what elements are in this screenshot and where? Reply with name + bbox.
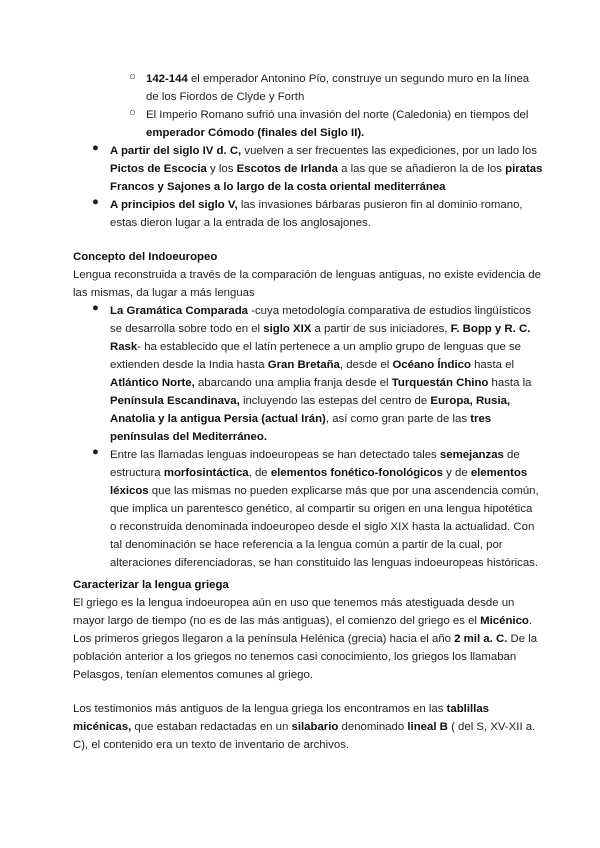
text-line: [73, 594, 514, 612]
bold-run: Océano Índico: [392, 359, 471, 371]
text-line: [110, 518, 534, 536]
text-run: extienden desde la India hasta: [110, 359, 268, 371]
text-line: [146, 106, 528, 124]
text-run: abarcando una amplia franja desde el: [194, 377, 392, 389]
text-line: [110, 392, 510, 410]
text-line: [110, 428, 267, 446]
bullet-dot-icon: ●: [92, 142, 99, 154]
text-line: [146, 124, 364, 142]
bold-run: siglo XIX: [263, 323, 312, 335]
bold-run: micénicas,: [73, 721, 132, 733]
bold-run: La Gramática Comparada: [110, 305, 249, 317]
text-run: tal denominación se hace referencia a la lengua común a partir de la cual, por: [110, 539, 503, 551]
bold-run: lineal B: [407, 721, 448, 733]
bold-run: Península Escandinava,: [110, 395, 240, 407]
text-run: que las mismas no pueden explicarse más que por una ascendencia común,: [148, 485, 539, 497]
bold-run: elementos fonético-fonológicos: [270, 467, 443, 479]
bold-run: F. Bopp y R. C.: [450, 323, 531, 335]
text-run: el emperador Antonino Pío, construye un segundo muro en la línea: [187, 73, 530, 85]
text-line: [146, 70, 529, 88]
text-run: alteraciones diferenciadoras, se han constituido las lenguas indoeuropeas históricas.: [110, 557, 539, 569]
bold-run: 2 mil a. C.: [454, 633, 508, 645]
text-run: - ha establecido que el latín pertenece a un amplio grupo de lenguas que se: [137, 341, 521, 353]
bold-run: 142-144: [146, 73, 188, 85]
bold-run: morfosintáctica: [163, 467, 249, 479]
text-run: C), el contenido era un texto de inventario de archivos.: [73, 739, 350, 751]
text-run: se desarrolla sobre todo en el: [110, 323, 264, 335]
text-line: [110, 142, 537, 160]
text-line: [110, 464, 527, 482]
text-line: [110, 410, 491, 428]
section-heading: Concepto del Indoeuropeo: [73, 251, 218, 263]
text-run: ( del S, XV-XII a.: [447, 721, 536, 733]
text-run: y los: [206, 163, 237, 175]
text-run: que implica un parentesco genético, al compartir su origen en una lengua hipotética: [110, 503, 533, 515]
text-line: [73, 700, 489, 718]
bold-run: Gran Bretaña: [267, 359, 340, 371]
text-run: hasta el: [470, 359, 514, 371]
bold-run: tres: [470, 413, 492, 425]
text-line: [73, 284, 255, 302]
text-run: estructura: [110, 467, 164, 479]
circle-bullet-icon: ○: [129, 71, 136, 83]
text-run: Lengua reconstruida a través de la comparación de lenguas antiguas, no existe evidencia de: [73, 269, 541, 281]
text-run: .: [528, 615, 533, 627]
bold-run: léxicos: [110, 485, 149, 497]
text-line: [73, 736, 349, 754]
text-line: [110, 482, 539, 500]
text-line: [73, 630, 537, 648]
text-run: de: [503, 449, 520, 461]
text-line: [110, 160, 542, 178]
text-run: vuelven a ser frecuentes las expediciones, por un lado los: [241, 145, 537, 157]
text-line: [110, 196, 523, 214]
bold-run: A partir del siglo IV d. C,: [110, 145, 242, 157]
text-line: [110, 178, 446, 196]
text-line: [73, 648, 516, 666]
text-run: o reconstruida denominada indoeuropeo desde el siglo XIX hasta la actualidad. Con: [110, 521, 535, 533]
text-run: a partir de sus iniciadores,: [311, 323, 451, 335]
circle-bullet-icon: ○: [129, 107, 136, 119]
text-line: [110, 302, 531, 320]
text-run: , así como gran parte de las: [325, 413, 471, 425]
bullet-dot-icon: ●: [92, 446, 99, 458]
bold-run: Turquestán Chino: [391, 377, 489, 389]
text-run: Los primeros griegos llegaron a la península Helénica (grecia) hacia el año: [73, 633, 455, 645]
bold-run: Anatolia y la antigua Persia (actual Irán): [110, 413, 326, 425]
text-run: y de: [442, 467, 471, 479]
text-line: [110, 338, 521, 356]
text-run: estas dieron lugar a la entrada de los anglosajones.: [110, 217, 371, 229]
text-line: [110, 320, 530, 338]
text-line: [110, 500, 532, 518]
text-run: -cuya metodología comparativa de estudios lingüísticos: [248, 305, 532, 317]
text-run: Pelasgos, tenían elementos comunes al griego.: [73, 669, 313, 681]
text-line: [110, 374, 531, 392]
bold-run: penínsulas del Mediterráneo.: [110, 431, 267, 443]
text-run: El griego es la lengua indoeuropea aún en uso que tenemos más atestiguada desde un: [73, 597, 515, 609]
text-line: [73, 718, 535, 736]
text-run: Los testimonios más antiguos de la lengua griega los encontramos en las: [73, 703, 447, 715]
text-run: incluyendo las estepas del centro de: [239, 395, 431, 407]
text-run: Entre las llamadas lenguas indoeuropeas se han detectado tales: [110, 449, 440, 461]
bold-run: Escotos de Irlanda: [236, 163, 338, 175]
bullet-dot-icon: ●: [92, 196, 99, 208]
text-line: [110, 356, 514, 374]
text-line: [73, 612, 532, 630]
bold-run: semejanzas: [439, 449, 504, 461]
bold-run: elementos: [470, 467, 528, 479]
text-line: [110, 446, 520, 464]
text-run: denominado: [338, 721, 408, 733]
bold-run: silabario: [291, 721, 339, 733]
text-line: [110, 214, 371, 232]
text-run: De la: [507, 633, 538, 645]
text-run: de los Fiordos de Clyde y Forth: [146, 91, 305, 103]
section-heading: Caracterizar la lengua griega: [73, 579, 229, 591]
text-run: mayor largo de tiempo (no es de las más antiguas), el comienzo del griego es el: [73, 615, 481, 627]
text-run: , de: [248, 467, 271, 479]
bold-run: Francos y Sajones a lo largo de la costa oriental mediterránea: [110, 181, 446, 193]
text-run: a las que se añadieron la de los: [337, 163, 506, 175]
text-line: [73, 666, 313, 684]
text-line: [110, 554, 538, 572]
bold-run: A principios del siglo V,: [110, 199, 238, 211]
bullet-dot-icon: ●: [92, 302, 99, 314]
bold-run: Rask: [110, 341, 138, 353]
text-run: las mismas, da lugar a más lenguas: [73, 287, 255, 299]
text-line: [110, 536, 503, 554]
text-run: hasta la: [488, 377, 532, 389]
text-line: [73, 266, 541, 284]
text-run: que estaban redactadas en un: [131, 721, 292, 733]
bold-run: piratas: [505, 163, 543, 175]
bold-run: Europa, Rusia,: [430, 395, 511, 407]
text-run: las invasiones bárbaras pusieron fin al dominio romano,: [237, 199, 523, 211]
bold-run: Pictos de Escocia: [110, 163, 207, 175]
bold-run: tablillas: [446, 703, 489, 715]
text-line: [146, 88, 304, 106]
bold-run: Atlántico Norte,: [110, 377, 195, 389]
bold-run: Micénico: [480, 615, 529, 627]
text-run: población anterior a los griegos no tenemos casi conocimiento, los griegos los llamaban: [73, 651, 517, 663]
text-run: El Imperio Romano sufrió una invasión del norte (Caledonia) en tiempos del: [146, 109, 529, 121]
text-run: , desde el: [339, 359, 393, 371]
bold-run: emperador Cómodo (finales del Siglo II).: [146, 127, 365, 139]
